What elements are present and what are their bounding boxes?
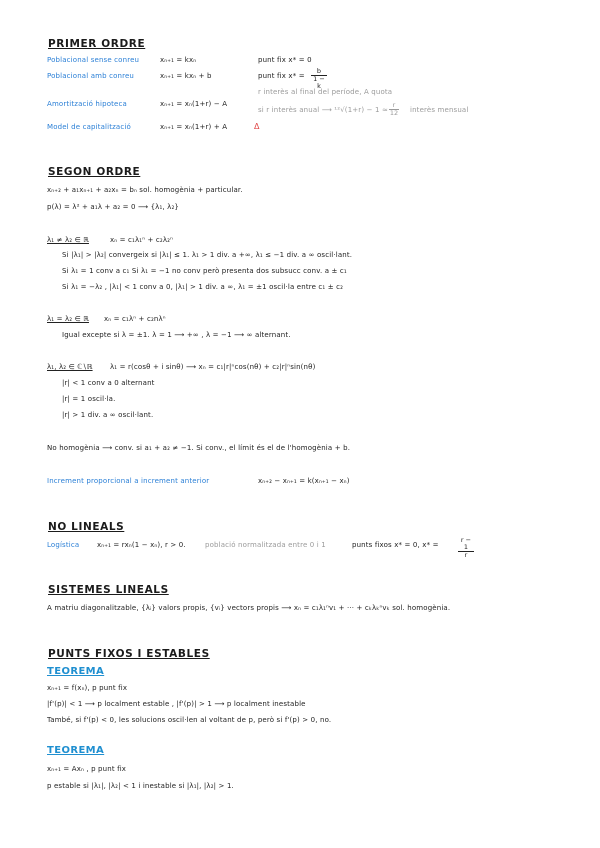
eq-poblacional-sense-conreu: xₙ₊₁ = kxₙ (160, 56, 197, 64)
case1-line-a: Si |λ₁| > |λ₂| convergeix si |λ₁| ≤ 1. λ₁ > 1 div. a +∞, λ₁ ≤ −1 div. a ∞ oscil·lant. (62, 251, 353, 259)
case3-line-a: |r| < 1 conv a 0 alternant (62, 379, 155, 387)
teorema-2-line-b: p estable si |λ₁|, |λ₂| < 1 i inestable si |λ₁|, |λ₂| > 1. (47, 782, 234, 790)
label-model-capitalitzacio: Model de capitalització (47, 123, 131, 131)
fraction-b-over-1-k (311, 68, 327, 90)
heading-punts-fixos: PUNTS FIXOS I ESTABLES (48, 648, 210, 660)
punts-fixos-logistica: punts fixos x* = 0, x* = (352, 541, 439, 549)
heading-primer-ordre: PRIMER ORDRE (48, 38, 146, 50)
label-logistica: Logística (47, 541, 80, 549)
fraction-denominator: 12 (389, 109, 399, 117)
fraction-numerator: b (316, 67, 322, 75)
increment-eq: xₙ₊₂ − xₙ₊₁ = k(xₙ₊₁ − xₙ) (258, 477, 350, 485)
heading-no-lineals: NO LINEALS (48, 521, 125, 533)
eq-model-capitalitzacio: xₙ₊₁ = xₙ(1+r) + A (160, 123, 228, 131)
note-interes-quota: r interès al final del període, A quota (258, 88, 393, 96)
red-mark-icon: Δ (254, 122, 260, 131)
heading-sistemes-lineals: SISTEMES LINEALS (48, 584, 169, 596)
note-poblacio-normalitzada: població normalitzada entre 0 i 1 (205, 541, 326, 549)
case3-line-c: |r| > 1 div. a ∞ oscil·lant. (62, 411, 154, 419)
fraction-r-over-12 (389, 102, 399, 117)
eq-poblacional-amb-conreu: xₙ₊₁ = kxₙ + b (160, 72, 212, 80)
case3-line-b: |r| = 1 oscil·la. (62, 395, 116, 403)
teorema-1-line-b: |f'(p)| < 1 ⟶ p localment estable , |f'(p)| > 1 ⟶ p localment inestable (47, 700, 306, 708)
fraction-numerator: r − 1 (460, 536, 472, 551)
case2-solution: xₙ = c₁λⁿ + c₂nλⁿ (104, 315, 166, 323)
heading-segon-ordre: SEGON ORDRE (48, 166, 141, 178)
label-poblacional-amb-conreu: Poblacional amb conreu (47, 72, 135, 80)
case3-title: λ₁, λ₂ ∈ ℂ∖ℝ (47, 363, 93, 371)
increment-label: Increment proporcional a increment anterior (47, 477, 210, 485)
no-homogenia-note: No homogènia ⟶ conv. si a₁ + a₂ ≠ −1. Si conv., el límit és el de l'homogènia + b. (47, 444, 351, 452)
label-amortitzacio-hipoteca: Amortització hipoteca (47, 100, 127, 108)
teorema-1-line-c: També, si f'(p) < 0, les solucions oscil·len al voltant de p, però si f'(p) > 0, no. (47, 716, 332, 724)
note-punt-fix-1: punt fix x* = 0 (258, 56, 312, 64)
fraction-denominator: 1 − k (311, 75, 327, 90)
case1-line-b: Si λ₁ = 1 conv a c₁ Si λ₁ = −1 no conv però presenta dos subsucc conv. a ± c₁ (62, 267, 347, 275)
fraction-r-minus-1-over-r (458, 537, 474, 559)
note-punt-fix-2: punt fix x* = (258, 72, 305, 80)
case2-line-a: Igual excepte si λ = ±1. λ = 1 ⟶ +∞ , λ = −1 ⟶ ∞ alternant. (62, 331, 291, 339)
case1-solution: xₙ = c₁λ₁ⁿ + c₂λ₂ⁿ (110, 236, 174, 244)
fraction-numerator: r (392, 101, 396, 109)
teorema-1-title: TEOREMA (47, 666, 105, 677)
sistemes-line: A matriu diagonalitzable, {λᵢ} valors propis, {vᵢ} vectors propis ⟶ xₙ = c₁λ₁ⁿv₁ + ··· + cₖλₖⁿvₖ sol. homogènia. (47, 604, 451, 612)
label-poblacional-sense-conreu: Poblacional sense conreu (47, 56, 140, 64)
note-interes-anual: si r interès anual ⟶ ¹²√(1+r) − 1 ≈ (258, 106, 388, 114)
case3-solution: λ₁ = r(cosθ + i sinθ) ⟶ xₙ = c₁|r|ⁿcos(nθ) + c₂|r|ⁿsin(nθ) (110, 363, 316, 371)
teorema-1-line-a: xₙ₊₁ = f(xₙ), p punt fix (47, 684, 128, 692)
segon-char-poly: p(λ) = λ² + a₁λ + a₂ = 0 ⟶ {λ₁, λ₂} (47, 203, 180, 211)
case1-line-c: Si λ₁ = −λ₂ , |λ₁| < 1 conv a 0, |λ₁| > 1 div. a ∞, λ₁ = ±1 oscil·la entre c₁ ± c₂ (62, 283, 344, 291)
teorema-2-title: TEOREMA (47, 745, 105, 756)
segon-recurrence: xₙ₊₂ + a₁xₙ₊₁ + a₂xₙ = bₙ sol. homogènia + particular. (47, 186, 243, 194)
fraction-denominator: r (458, 551, 474, 559)
case1-title: λ₁ ≠ λ₂ ∈ ℝ (47, 236, 89, 244)
teorema-2-line-a: xₙ₊₁ = Axₙ , p punt fix (47, 765, 127, 773)
eq-amortitzacio-hipoteca: xₙ₊₁ = xₙ(1+r) − A (160, 100, 228, 108)
eq-logistica: xₙ₊₁ = rxₙ(1 − xₙ), r > 0. (97, 541, 186, 549)
case2-title: λ₁ = λ₂ ∈ ℝ (47, 315, 89, 323)
note-interes-mensual: interès mensual (410, 106, 469, 114)
